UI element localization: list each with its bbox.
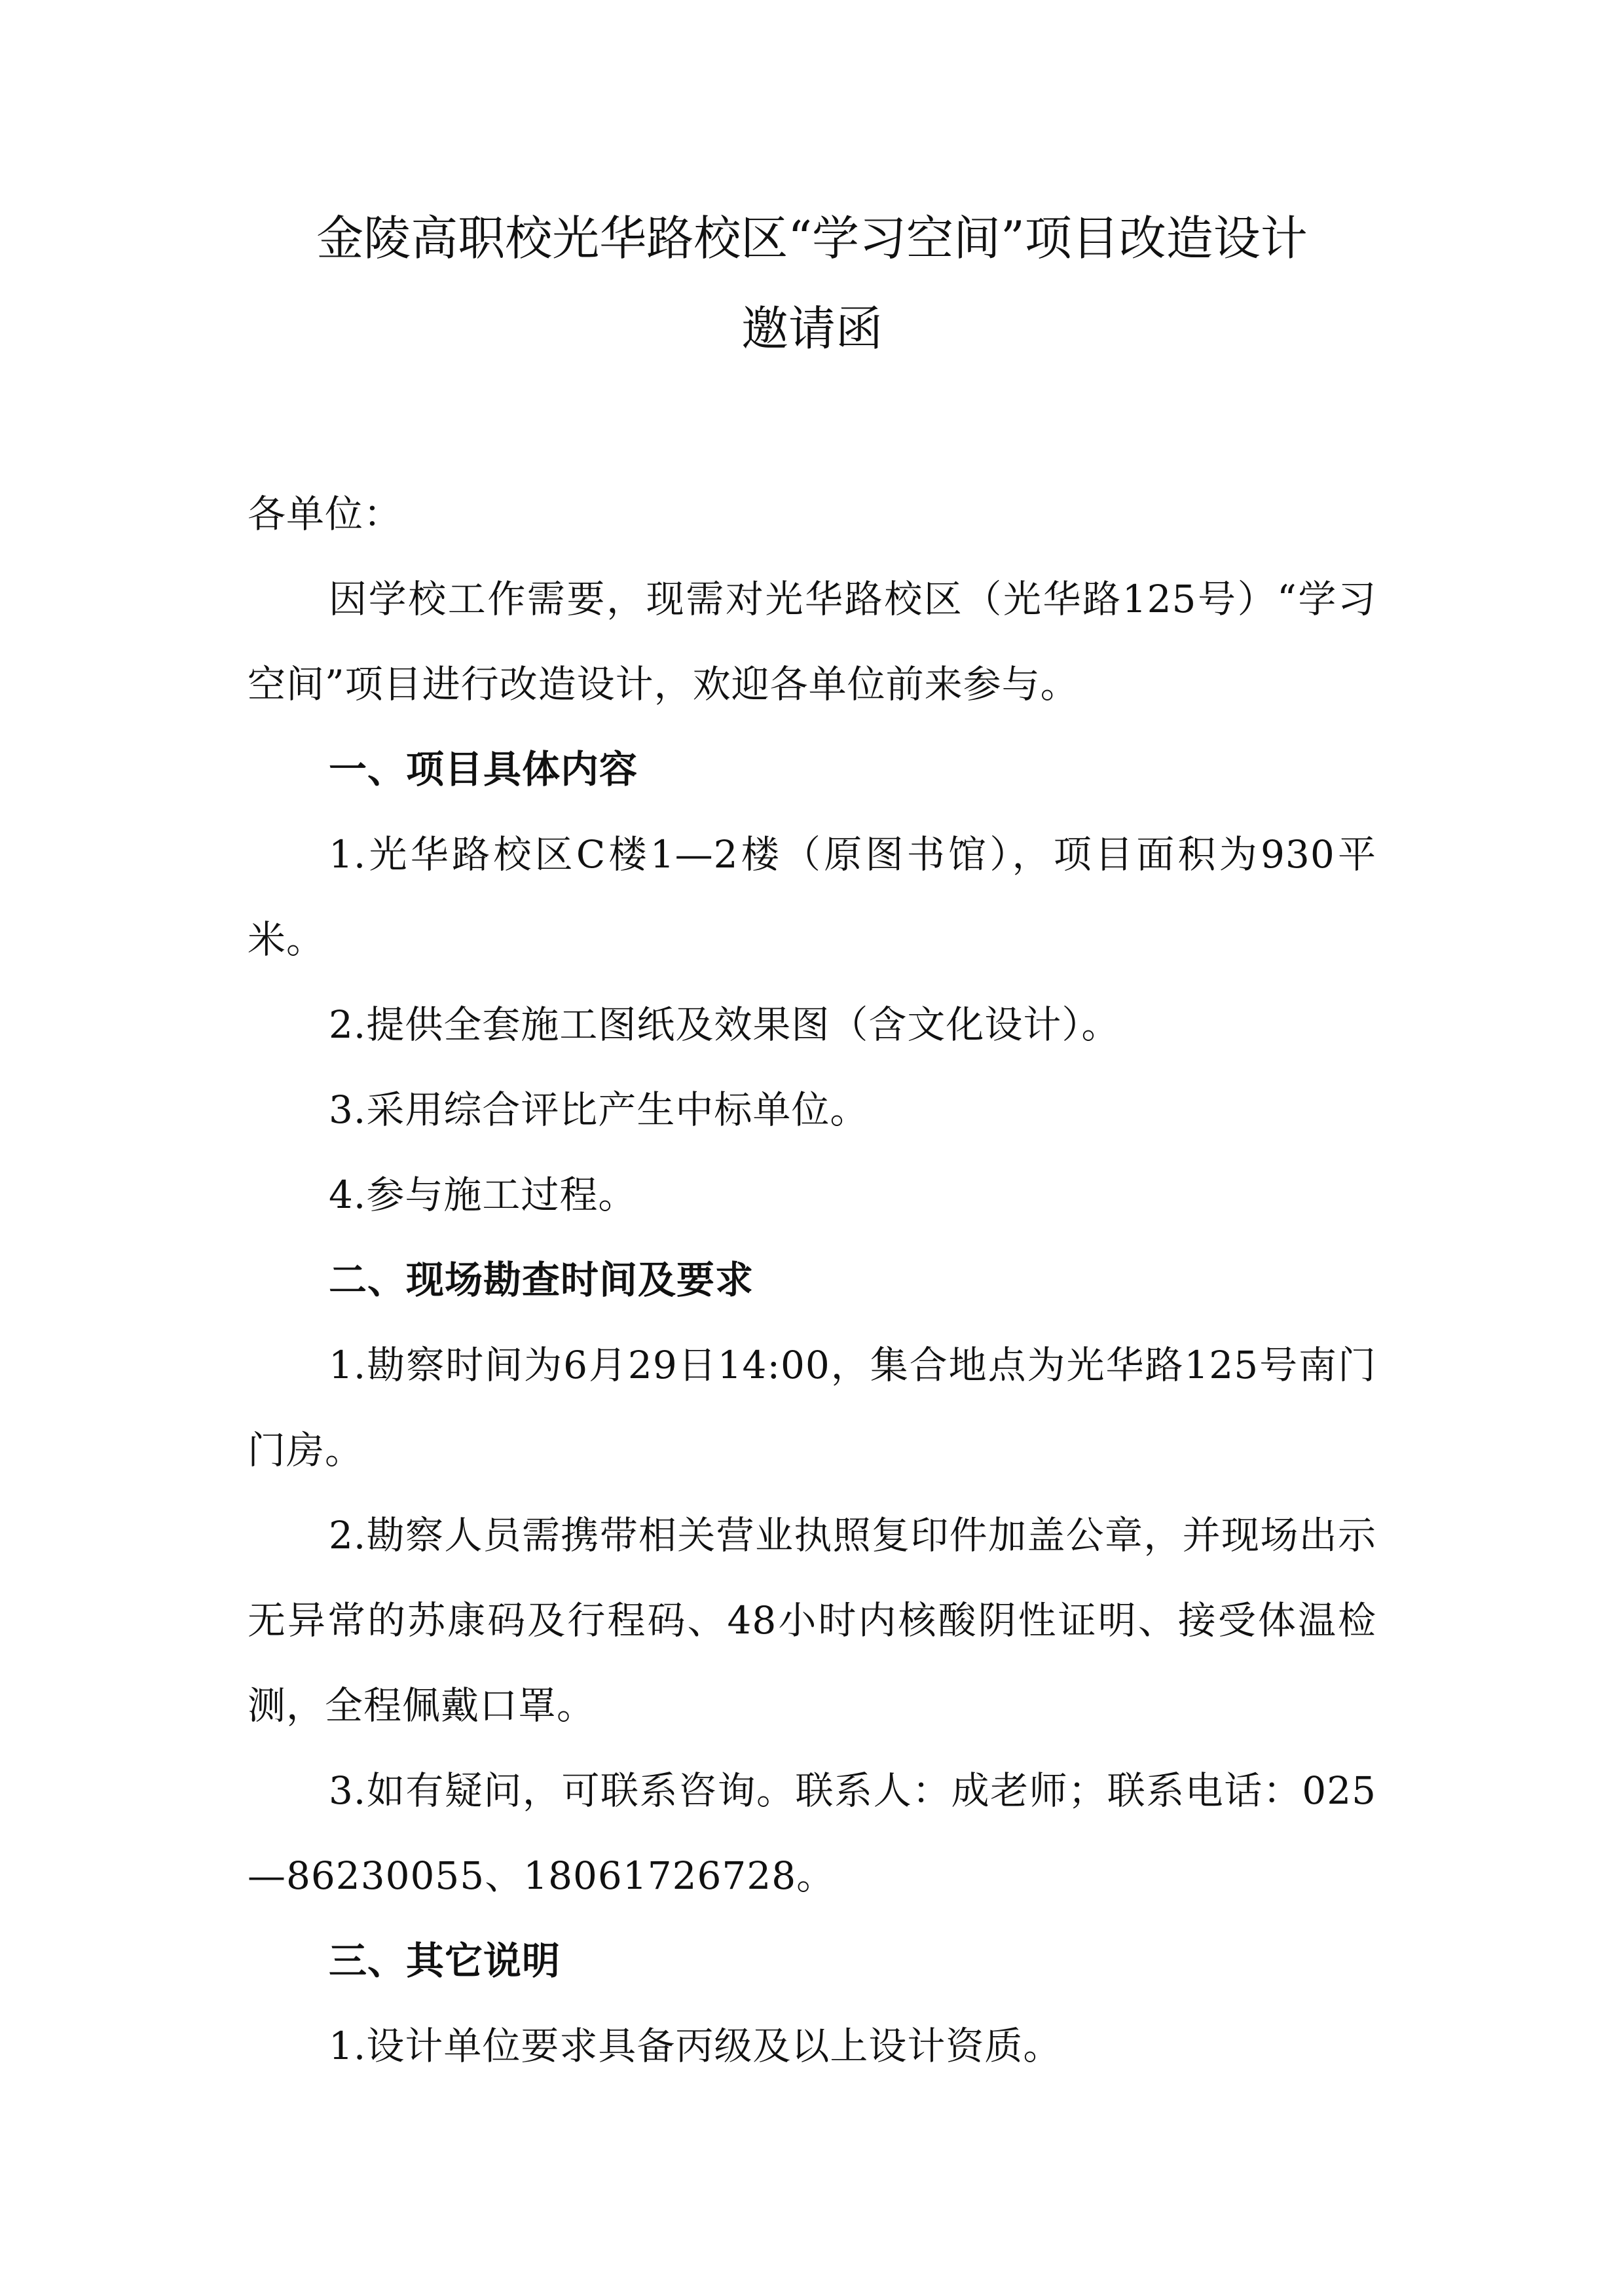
document-body xyxy=(248,471,1376,2088)
salutation: 各单位： xyxy=(248,492,403,536)
section3-heading: 三、其它说明 xyxy=(329,1939,561,1983)
section1-heading: 一、项目具体内容 xyxy=(329,747,638,792)
section2-item: 2.勘察人员需携带相关营业执照复印件加盖公章，并现场出示无异常的苏康码及行程码、48小时内核酸阴性证明、接受体温检测，全程佩戴口罩。 xyxy=(248,1513,1376,1728)
section2-item: 3.如有疑问，可联系咨询。联系人：成老师；联系电话：025—86230055、18061726728。 xyxy=(248,1768,1376,1898)
section1-item: 2.提供全套施工图纸及效果图（含文化设计）。 xyxy=(329,1002,1120,1047)
section1-item: 1.光华路校区C楼1—2楼（原图书馆），项目面积为930平米。 xyxy=(248,832,1376,962)
document-title-line1: 金陵高职校光华路校区“学习空间”项目改造设计 xyxy=(316,211,1308,266)
section2-heading: 二、现场勘查时间及要求 xyxy=(329,1258,754,1302)
section1-item: 4.参与施工过程。 xyxy=(329,1173,637,1217)
section2-item: 1.勘察时间为6月29日14:00，集合地点为光华路125号南门门房。 xyxy=(248,1343,1376,1472)
section3-item: 1.设计单位要求具备丙级及以上设计资质。 xyxy=(329,2024,1062,2068)
section1-item: 3.采用综合评比产生中标单位。 xyxy=(329,1087,869,1132)
document-title-line2: 邀请函 xyxy=(741,301,883,356)
intro-paragraph: 因学校工作需要，现需对光华路校区（光华路125号）“学习空间”项目进行改造设计，欢迎各单位前来参与。 xyxy=(248,577,1376,706)
